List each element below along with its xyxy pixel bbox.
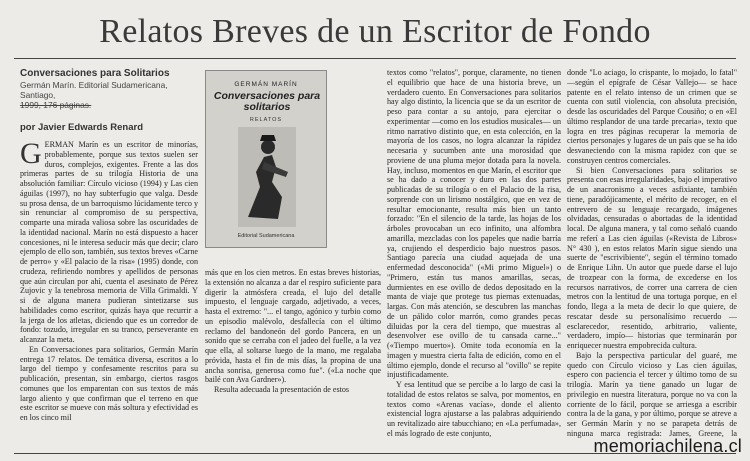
paragraph: Bajo la perspectiva particular del guaré, me quedo con Círculo vicioso y Las cien águilas, espero con paciencia el tercer y último tomo de su trilogía. Marín ya tiene ganado un lugar de privilegio en nuestra literatura, porque no va con la corriente de lo fácil, porque se arriesga a escribir contra la de la gana, y por último, porque se atreve a ser Germán Marín y no se parapeta detrás de ninguna marca registrada: James, Greene, la xyxy=(567,350,737,438)
headline-rule xyxy=(14,58,736,59)
cover-genre: RELATOS xyxy=(249,117,283,123)
book-publisher-line: Germán Marín. Editorial Sudamericana, Santiago, xyxy=(20,80,168,100)
book-title: Conversaciones para Solitarios xyxy=(20,68,170,79)
watermark: memoriachilena.cl xyxy=(593,436,742,456)
cover-illustration xyxy=(238,127,296,227)
paragraph: más que en los cien metros. En estas breves historias, la extensión no alcanza a dar el respiro suficiente para digerir la atmósfera creada, el lujo del detalle impuesto, el lenguaje cargado, adjetivado, a veces, hasta el extremo: "... el tango, agónico y turbio como un episodio malévolo, desfallecía con el último reclamo del bandoneón del gordo Pancera, en un sonido que se cerraba con el jadeo del fuelle, a la vez que ella, al soltarse luego de la mano, me regalaba próvida, hasta el fin de mis días, la propina de una ancha sonrisa, generosa como fue". («La noche que bailé con Ava Gardner»). xyxy=(205,268,381,385)
cover-publisher: Editorial Sudamericana xyxy=(237,233,295,239)
cover-author: GERMÁN MARÍN xyxy=(234,81,298,88)
paragraph: Resulta adecuada la presentación de estos xyxy=(214,385,350,394)
paragraph: textos como "relatos", porque, claramente, no tienen el equilibrio que hace de una historia breve, un verdadero cuento. En Conversaciones para solitarios hay algo distinto, la licencia que se da un escritor de peso para contar a su antojo, para ejercitar o experimentar —como en los estudios musicales— un ritmo narrativo distinto que, en esta colección, en la mayoría de los casos, no logra alcanzar la rápidez necesaria y sucumben ante una morosidad que proviene de una pluma mejor dotada para la novela. Hay, incluso, momentos en que Marín, el escritor que se ha dado a conocer y duro en las dos partes publicadas de su trilogía o en el Palacio de la risa, sorprende con un lirismo nostálgico, que en vez de resultar emocionante, resulta más bien un tanto forzado: "En el silencio de la tarde, las hojas de los árboles provocaban un eco infinito, una alfombra amarilla, mezcladas con los papeles que nadie barría ya, crujiendo el desperdicio bajo nuestros pasos. Santiago parecía una ciudad aquejada de una enfermedad desconocida" («Mi primo Miguel») o "Primero, están tus manos amarillas, secas, durmientes en ese ovillo de dedos depositado en la manta de viaje que protege tus piernas extenuadas, largas. Con más atención, se descubren las manchas de un pálido color marrón, como grandes pecas diluidas por la cera del tiempo, que muestras al desenvolver ese ovillo de tu cansada carne..." («Tiempo muerto»). Omite toda economía en la imagen y muestra cierta falta de edición, como en el último ejemplo, donde el recurso al "ovillo" se repite injustificadamente. xyxy=(387,68,561,380)
book-pages-line: 1999, 176 páginas. xyxy=(20,100,92,110)
dropcap: G xyxy=(20,140,42,170)
cover-title: Conversaciones para solitarios xyxy=(213,90,321,113)
paragraph: GERMAN Marín es un escritor de minorías, probablemente, porque sus textos suelen ser duros, complejos, exigentes. Frente a las dos primeras partes de su trilogía Historia de una absolución familiar: Círculo vicioso (1994) y Las cien águilas (1997), no hay subterfugio que valga. Desde su prosa densa, de un barroquismo lúcidamente terco y sin renunciar al compromiso de su perspectiva, comparte una mirada valiosa sobre las oscuridades de la identidad nacional. Marín no está dispuesto a hacer concesiones, ni le interesa seducir más que decir; claro ejemplo de ello son, también, sus textos breves «Carne de perro» y «El palacio de la risa» (1995) donde, con crudeza, refiriendo nombres y apellidos de personas que aún circulan por ahí, cuenta el asesinato de Pérez Zujovic y la tenebrosa memoria de Villa Grimaldi. Y si de alguna manera pudieran sintetizarse sus habilidades como escritor, quizás haya que recurrir a la jerga de los atletas, diciendo que es un corredor de fondo: tozudo, irregular en su tranco, perseverante en alcanzar la meta. xyxy=(20,140,198,344)
paragraph: Si bien Conversaciones para solitarios se presenta con esas irregularidades, bajo el imperativo de un anacronismo a veces asfixiante, también tiene, paradójicamente, el mérito de recoger, en el entrevero de su lenguaje recargado, imágenes olvidadas, censuradas o abortadas de la identidad local. De alguna manera, y tal como señaló cuando me referí a Las cien águilas («Revista de Libros» N° 430 ), en estos relatos Marín sigue siendo una suerte de "escrivibiente", según el término tomado de Enrique Lihn. Un autor que puede darse el lujo de trozpear con la forma, de excederse en los recursos narrativos, de correr una carrera de cien metros con la lentitud de una tortuga porque, en el fondo, llega a la meta de decir lo que quiere, de rescatar desde su personalísimo recuerdo —esclarecedor, resentido, arbitrario, valiente, verdadero, impío— historias que terminarán por enriquecer nuestra empobrecida cultura. xyxy=(567,165,737,350)
column-4 xyxy=(567,68,737,438)
paragraph: En Conversaciones para solitarios, Germán Marín entrega 17 relatos. De temática diversa, escritos a lo largo del tiempo y confesamente rescritos para su publicación, presentan, sin embargo, ciertos rasgos comunes que los emparentan con sus textos de más largo aliento y que confirman que el terreno en que este escritor se mueve con más soltura y efectividad es en los cinco mil xyxy=(20,344,198,422)
book-cover-image xyxy=(205,70,327,248)
headline: Relatos Breves de un Escritor de Fondo xyxy=(99,13,651,50)
book-info xyxy=(20,68,200,110)
byline: por Javier Edwards Renard xyxy=(20,122,144,133)
column-3 xyxy=(387,68,561,451)
paragraph: donde "Lo aciago, lo crispante, lo mojado, lo fatal" —según el epígrafe de César Vallejo— se hace patente en el relato intenso de un crimen que se cuenta con sutil violencia, con absoluta precisión, desde las oscuridades del Parque Cousiño; o en «El último resplandor de una tarde precaria», texto que logra en tres páginas recuperar la memoria de ciertos personajes y lugares de un país que se ha ido desvaneciendo con la misma rapidez con que se construyen centros comerciales. xyxy=(567,68,737,165)
column-2 xyxy=(205,268,381,451)
paragraph: Y esa lentitud que se percibe a lo largo de casi la totalidad de estos relatos se salva, por momentos, en textos como «Arenas vacías», donde el aliento existencial logra ajustarse a las palabras adquiriendo un revitalizado aire tabucchiano; en «La perfumada», el más logrado de este conjunto, xyxy=(387,380,561,438)
column-1 xyxy=(20,140,198,450)
